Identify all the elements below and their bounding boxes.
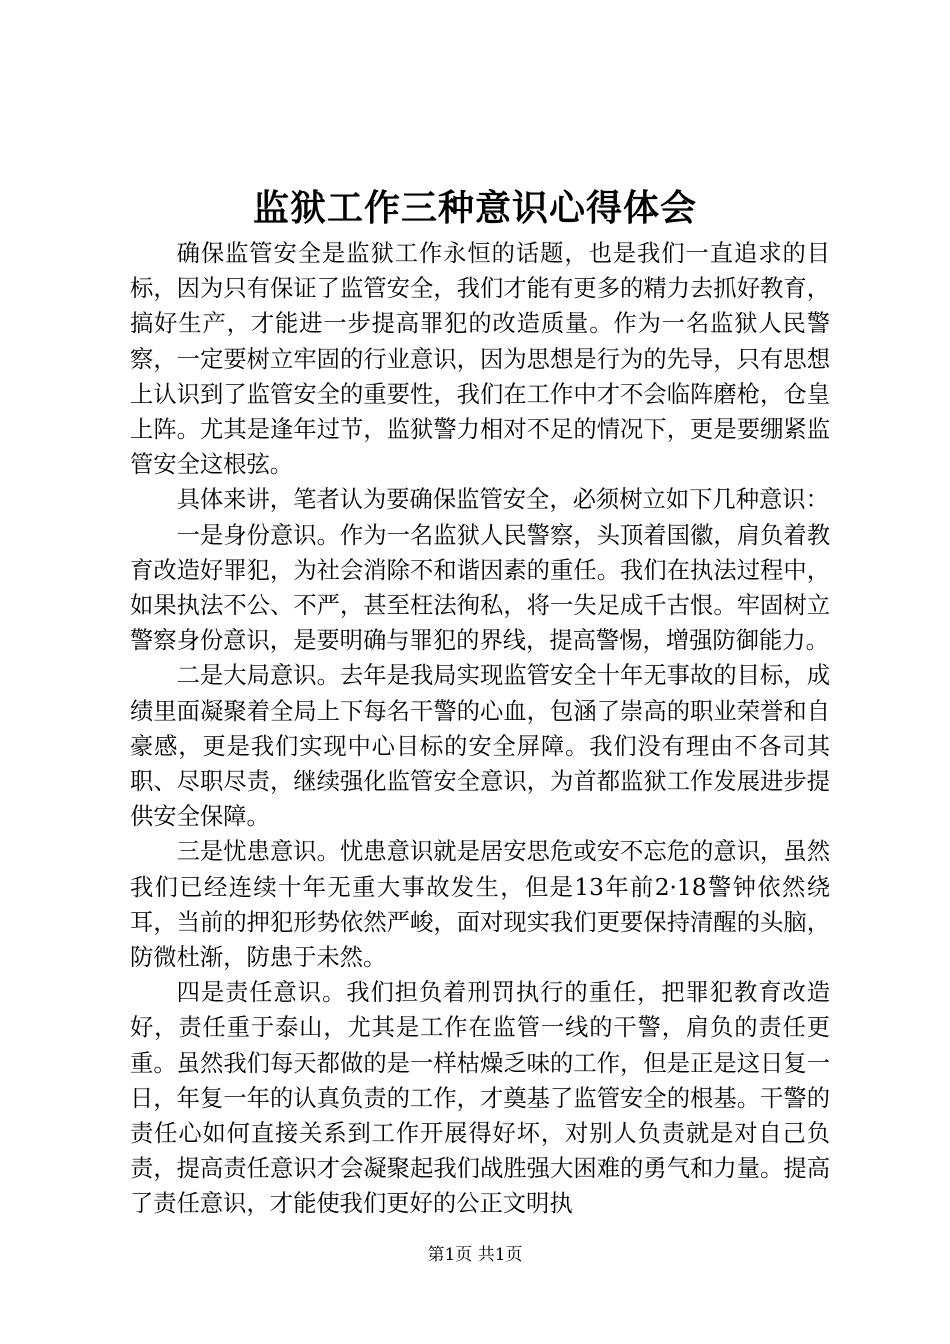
document-title: 监狱工作三种意识心得体会: [252, 187, 697, 229]
paragraph-crisis-awareness: 三是忧患意识。忧患意识就是居安思危或安不忘危的意识，虽然我们已经连续十年无重大事故发生，但是13年前2·18警钟依然绕耳，当前的押犯形势依然严峻，面对现实我们更要保持清醒的头脑，防微杜渐，防患于未然。: [130, 838, 830, 972]
document-body: [130, 236, 830, 1222]
page-number-footer: 第1页 共1页: [427, 1245, 523, 1265]
paragraph-intro: 确保监管安全是监狱工作永恒的话题，也是我们一直追求的目标，因为只有保证了监管安全，我们才能有更多的精力去抓好教育，搞好生产，才能进一步提高罪犯的改造质量。作为一名监狱人民警察，一定要树立牢固的行业意识，因为思想是行为的先导，只有思想上认识到了监管安全的重要性，我们在工作中才不会临阵磨枪，仓皇上阵。尤其是逢年过节，监狱警力相对不足的情况下，更是要绷紧监管安全这根弦。: [130, 240, 830, 479]
paragraph-overall-awareness: 二是大局意识。去年是我局实现监管安全十年无事故的目标，成绩里面凝聚着全局上下每名干警的心血，包涵了崇高的职业荣誉和自豪感，更是我们实现中心目标的安全屏障。我们没有理由不各司其职、尽职尽责，继续强化监管安全意识，为首都监狱工作发展进步提供安全保障。: [130, 662, 830, 831]
paragraph-overview: 具体来讲，笔者认为要确保监管安全，必须树立如下几种意识：: [176, 486, 829, 514]
paragraph-identity-awareness: 一是身份意识。作为一名监狱人民警察，头顶着国徽，肩负着教育改造好罪犯，为社会消除不和谐因素的重任。我们在执法过程中，如果执法不公、不严，甚至枉法徇私，将一失足成千古恨。牢固树立警察身份意识，是要明确与罪犯的界线，提高警惕，增强防御能力。: [130, 521, 830, 655]
paragraph-responsibility-awareness: 四是责任意识。我们担负着刑罚执行的重任，把罪犯教育改造好，责任重于泰山，尤其是工作在监管一线的干警，肩负的责任更重。虽然我们每天都做的是一样枯燥乏味的工作，但是正是这日复一日，年复一年的认真负责的工作，才奠基了监管安全的根基。干警的责任心如何直接关系到工作开展得好坏，对别人负责就是对自己负责，提高责任意识才会凝聚起我们战胜强大困难的勇气和力量。提高了责任意识，才能使我们更好的公正文明执: [130, 979, 830, 1218]
